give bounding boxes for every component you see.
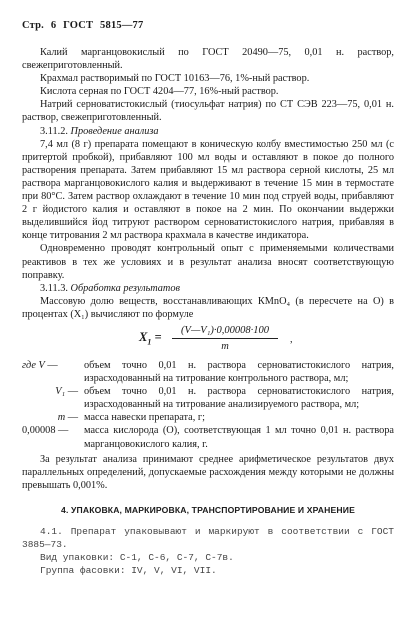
section-4-body [22, 525, 394, 577]
reagent-kmno4: Калий марганцовокислый по ГОСТ 20490—75, 0,01 н. раствор, свежеприготовленный. [22, 47, 394, 72]
subsection-title: Проведение анализа [70, 125, 159, 137]
subsection-3-11-2 [22, 125, 394, 138]
standard-number: 5815—77 [100, 20, 144, 31]
formula-numerator: (V—V₁)·0,00008·100 [172, 324, 278, 339]
formula-intro: Массовую долю веществ, восстанавливающих КМnO₄ (в пересчете на О) в процентах (X₁) вычисляют по формуле [22, 295, 394, 320]
formula-fraction [172, 324, 278, 353]
packaging-groups: Группа фасовки: IV, V, VI, VII. [40, 565, 217, 576]
standard-label: ГОСТ [63, 20, 94, 31]
page-header [22, 20, 147, 31]
page-number: 6 [50, 20, 57, 31]
procedure-paragraph: 7,4 мл (8 г) препарата помещают в коническую колбу вместимостью 250 мл (с притертой пробкой), прибавляют 100 мл воды и оставляют в покое до полного растворения препарата. Затем прибавляют 15 мл раствора серной кислоты, 25 мл раствора марганцовокислого калия и выдерживают в течение 15 мин в термостате при 80°С. Затем раствор охлаждают в течение 10 мин под струей воды, прибавляют 2 г йодистого калия и оставляют в покое на 2 мин. По окончании выдержки выделившийся йод титруют раствором серноватистокислого натрия, прибавляя в конце титрования 2 мл раствора крахмала в качестве индикатора. [22, 138, 394, 242]
control-paragraph: Одновременно проводят контрольный опыт с применяемыми количествами реактивов в тех же условиях и в результат анализа вносят соответствующую поправку. [22, 243, 394, 281]
subsection-title: Обработка результатов [70, 282, 180, 294]
section-4-heading: 4. УПАКОВКА, МАРКИРОВКА, ТРАНСПОРТИРОВАНИЕ И ХРАНЕНИЕ [61, 504, 355, 515]
reagent-thiosulfate: Натрий серноватистокислый (тиосульфат натрия) по СТ СЭВ 223—75, 0,01 н. раствор, свежеприготовленный. [22, 99, 394, 124]
packaging-paragraph: 4.1. Препарат упаковывают и маркируют в соответствии с ГОСТ 3885—73. [22, 526, 394, 550]
result-paragraph: За результат анализа принимают среднее арифметическое результатов двух параллельных определений, допускаемые расхождения между которыми не должны превышать 0,001%. [22, 453, 394, 491]
formula [22, 323, 394, 355]
definition-v: где V — объем точно 0,01 н. раствора серноватистокислого натрия, израсходованный на титрование контрольного раствора, мл; [22, 359, 394, 385]
reagent-starch: Крахмал растворимый по ГОСТ 10163—76, 1%-ный раствор. [40, 73, 310, 85]
definition-coefficient: 0,00008 — масса кислорода (О), соответствующая 1 мл точно 0,01 н. раствора марганцовокислого калия, г. [22, 425, 394, 450]
definition-m: m — масса навески препарата, г; [57, 412, 205, 424]
subsection-number: 3.11.2. [40, 125, 68, 137]
subsection-3-11-3 [22, 282, 394, 295]
formula-denominator: m [221, 341, 229, 353]
reagent-sulfuric-acid: Кислота серная по ГОСТ 4204—77, 16%-ный раствор. [40, 86, 279, 98]
definition-v1: V₁ — объем точно 0,01 н. раствора серноватистокислого натрия, израсходованный на титрование анализируемого раствора, мл; [55, 386, 394, 411]
formula-trailing-comma: , [290, 333, 293, 345]
formula-lhs: $X_1$ = [139, 329, 162, 347]
page-label: Стр. [22, 20, 44, 31]
subsection-number: 3.11.3. [40, 282, 68, 294]
document-body [22, 46, 394, 577]
packaging-types: Вид упаковки: С-1, С-6, С-7, С-7в. [40, 552, 234, 563]
